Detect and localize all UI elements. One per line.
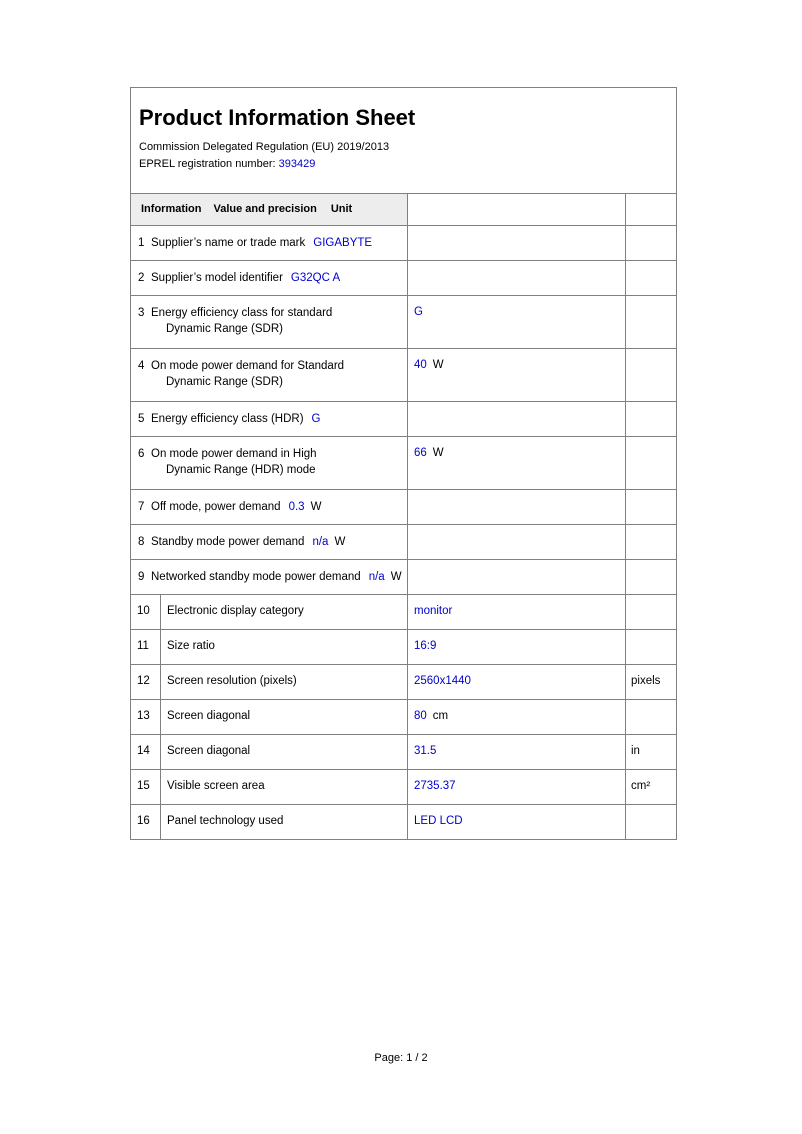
table-row [131, 804, 676, 839]
row-number: 12 [131, 665, 161, 699]
row-number: 11 [131, 630, 161, 664]
row-number: 16 [131, 805, 161, 839]
row-unit [626, 437, 674, 489]
row-inline-value: G32QC A [290, 272, 341, 284]
row-unit [626, 226, 674, 260]
table-row [131, 769, 676, 804]
table-row [131, 524, 676, 559]
row-number: 15 [131, 770, 161, 804]
row-inline-value: n/a [312, 536, 329, 548]
eprel-number-link[interactable]: 393429 [278, 158, 316, 170]
row-label: Panel technology used [167, 815, 284, 827]
row-number: 4 [138, 360, 145, 372]
row-unit: in [631, 745, 640, 757]
row-unit [626, 402, 674, 436]
row-inline-value: GIGABYTE [313, 237, 373, 249]
title-block [131, 88, 676, 193]
row-number: 6 [138, 448, 145, 460]
regulation-line: Commission Delegated Regulation (EU) 2019/2013 [139, 141, 390, 153]
row-unit: cm² [631, 780, 651, 792]
row-value-unit: cm [432, 710, 449, 722]
row-number: 10 [131, 595, 161, 629]
row-label: Energy efficiency class for standard [151, 307, 333, 319]
row-label: On mode power demand for Standard [151, 360, 345, 372]
table-row [131, 734, 676, 769]
table-row [131, 348, 676, 401]
row-value-unit: W [432, 359, 444, 371]
row-number: 7 [138, 501, 145, 513]
row-unit [626, 296, 674, 348]
header-information: Information [141, 203, 202, 215]
row-inline-value: n/a [368, 571, 385, 583]
row-inline-unit: W [334, 536, 346, 548]
row-label: Screen diagonal [167, 710, 251, 722]
row-label: Standby mode power demand [151, 536, 305, 548]
row-unit [626, 261, 674, 295]
table-row [131, 699, 676, 734]
row-number: 3 [138, 307, 145, 319]
table-row [131, 295, 676, 348]
header-unit: Unit [330, 203, 353, 215]
product-information-sheet [130, 87, 677, 840]
row-value: 2735.37 [414, 780, 456, 792]
row-label: Visible screen area [167, 780, 265, 792]
row-value: 16:9 [414, 640, 437, 652]
row-label: On mode power demand in High [151, 448, 317, 460]
row-value: 40 [414, 359, 427, 371]
row-inline-unit: W [390, 571, 402, 583]
row-value: LED LCD [414, 815, 463, 827]
table-row [131, 559, 676, 594]
row-value: 31.5 [414, 745, 437, 757]
row-unit [626, 349, 674, 401]
table-row [131, 594, 676, 629]
row-value: G [414, 306, 423, 318]
row-number: 8 [138, 536, 145, 548]
row-label-line2: Dynamic Range (HDR) mode [166, 464, 316, 476]
row-unit [626, 525, 674, 559]
row-unit: pixels [631, 675, 661, 687]
row-value-unit: W [432, 447, 444, 459]
row-unit [626, 560, 674, 594]
table-row [131, 664, 676, 699]
table-row [131, 401, 676, 436]
page-number: Page: 1 / 2 [374, 1052, 428, 1064]
row-label: Networked standby mode power demand [151, 571, 361, 583]
row-label-line2: Dynamic Range (SDR) [166, 323, 283, 335]
table-row [131, 260, 676, 295]
table-row [131, 629, 676, 664]
row-label: Size ratio [167, 640, 215, 652]
row-unit [626, 700, 674, 734]
row-label: Screen resolution (pixels) [167, 675, 297, 687]
row-value: 2560x1440 [414, 675, 471, 687]
table-row [131, 436, 676, 489]
row-unit [626, 595, 674, 629]
row-label-line2: Dynamic Range (SDR) [166, 376, 283, 388]
row-value: 80 [414, 710, 427, 722]
table-row [131, 225, 676, 260]
table-row [131, 489, 676, 524]
row-label: Electronic display category [167, 605, 304, 617]
row-label: Energy efficiency class (HDR) [151, 413, 304, 425]
eprel-label: EPREL registration number: [139, 158, 276, 170]
table-header-row [131, 193, 676, 225]
row-unit [626, 805, 674, 839]
row-unit [626, 630, 674, 664]
row-number: 13 [131, 700, 161, 734]
row-number: 14 [131, 735, 161, 769]
row-number: 2 [138, 272, 145, 284]
row-value: 66 [414, 447, 427, 459]
row-inline-value: G [311, 413, 321, 425]
row-unit [626, 490, 674, 524]
row-label: Off mode, power demand [151, 501, 281, 513]
row-inline-unit: W [310, 501, 322, 513]
row-label: Screen diagonal [167, 745, 251, 757]
row-value: monitor [414, 605, 453, 617]
row-number: 9 [138, 571, 145, 583]
eprel-line [139, 156, 668, 173]
page-title: Product Information Sheet [139, 105, 416, 130]
row-number: 5 [138, 413, 145, 425]
row-inline-value: 0.3 [288, 501, 305, 513]
row-label: Supplier’s name or trade mark [151, 237, 306, 249]
row-number: 1 [138, 237, 145, 249]
header-value-and-precision: Value and precision [213, 203, 317, 215]
row-label: Supplier’s model identifier [151, 272, 283, 284]
